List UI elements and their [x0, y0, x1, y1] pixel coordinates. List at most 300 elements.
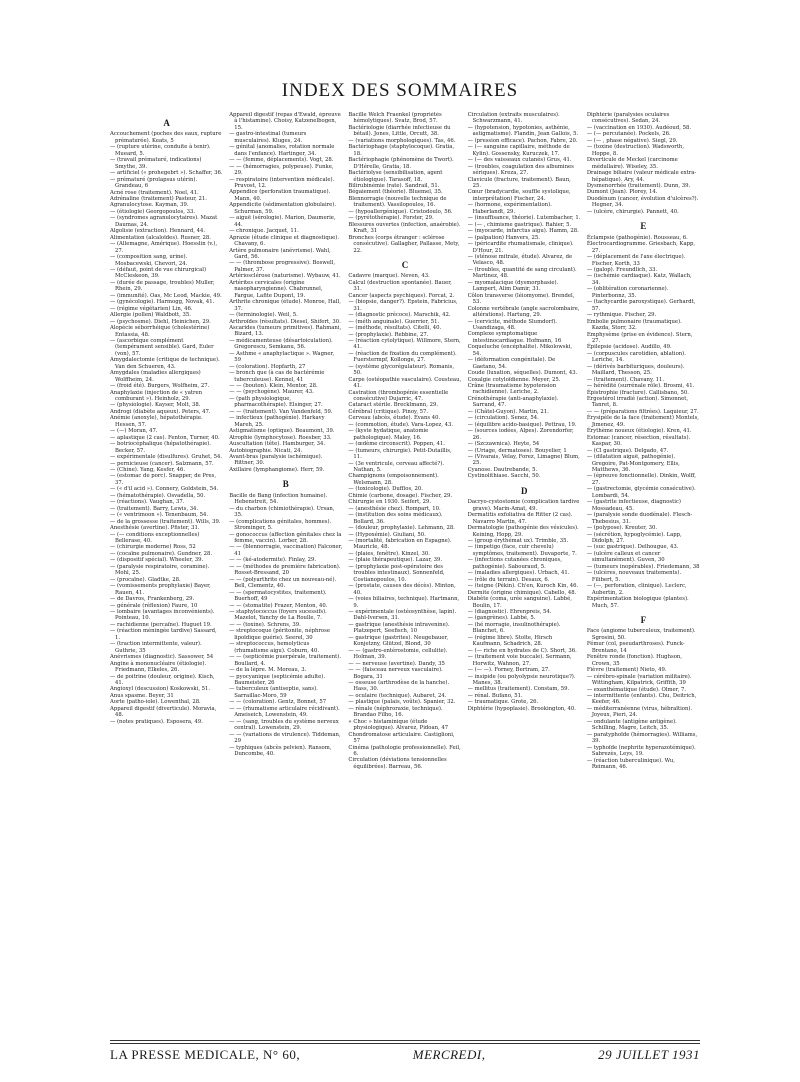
- index-entry: Coqueluche (encéphalite). Mikolowski, 54.: [467, 344, 573, 357]
- index-entry: Diabète (coma, urée sanguine). Labbé, Boulin, 17.: [467, 596, 572, 609]
- index-entry: Appareil digestif (diverticule). Moravia, 48.: [110, 705, 217, 719]
- index-entry: — aiguë (sérologie). Marion, Daumerie, 44.: [229, 215, 336, 228]
- index-entry: Bronches (corps étranger : sclérose consécutive). Gallagher, Pallasse, Mety, 22.: [348, 234, 460, 254]
- index-entry: Dumont (Jean). Plorey, 14.: [586, 189, 658, 196]
- index-entry: — (— , phase négative). Siegl, 29.: [586, 137, 678, 144]
- index-entry: Appendicite (sédimentation globulaire). Schurman, 59.: [229, 202, 337, 215]
- index-entry: — osseuse (arthrodèse de la hanche). Hass, 30.: [348, 679, 450, 693]
- index-entry: Carpe (ostéopathie vasculaire). Cousteau, 41.: [348, 376, 462, 390]
- index-entry: — cérébro-spinale (variation militaire). Wittingham, Kilpatrick, Griffith, 39: [586, 673, 692, 687]
- index-entry: Crâne (traumatisme hypotension rachidienne). Leriche, 2.: [467, 383, 557, 396]
- index-entry: Colonne vertébrale (angle sacrolombaire, altérations). Hartung, 29.: [467, 305, 580, 319]
- index-entry: — lombaire (avantages inconvénients). Pointeau, 10.: [110, 608, 215, 622]
- index-entry: — (cocaïne pulmonaire). Gundner, 28.: [110, 550, 213, 557]
- index-entry: Cyanose. Dautrebande, 5.: [467, 466, 538, 473]
- index-entry: Crénothérapie (anti-anaphylaxie). Sarrand, 47.: [467, 395, 559, 409]
- index-entry: Côlon transverse (léiomyome). Brendel, 53.: [467, 292, 575, 306]
- index-entry: Appareil digestif (repas d'Ewald, épreuve à l'histamine). Choisy, Katzenelbogen, 15.: [229, 112, 341, 131]
- index-entry: — typhoïde (nephrite hyperazotémique). Sabrezès, Leys, 19.: [586, 744, 696, 758]
- index-entry: — (épreuve fonctionnelle). Dinkin, Wolff, 27.: [586, 473, 696, 486]
- issue-date: 29 JUILLET 1931: [598, 1047, 700, 1062]
- index-entry: Fémur (col, pseudarthroses). Funck-Brentano, 14: [586, 641, 685, 654]
- index-entry: — (« d'il acid »). Connery, Goldstein, 54.: [110, 486, 219, 493]
- index-entry: — (étiologie) Georgopoulos, 33.: [110, 208, 196, 215]
- index-entry: — (sources iodées, Alpes). Zorendorfer, 26.: [467, 428, 574, 441]
- index-entry: Cancer (aspects psychiques). Forcat, 2.: [348, 292, 455, 299]
- index-entry: — (coloration). Hopfarth, 27: [229, 363, 306, 370]
- index-entry: Arthroïdes (résultats). Diesel, Shifert, 30.: [229, 318, 341, 325]
- index-entry: — (— conditions exceptionnelles) Bellerase, 40.: [110, 531, 200, 544]
- index-entry: — de la lèpre. M. Moreau, 3.: [229, 667, 307, 674]
- index-entry: Duodénum (cancer, évolution d'ulcères?). Hegner, 34.: [586, 195, 699, 209]
- index-entry: Cerveau (abcès, étude). Evans 40.: [348, 415, 441, 422]
- index-entry: Bacille de Bang (infection humaine). Hebenstreit, 54.: [229, 492, 328, 506]
- index-entry: — (paralysie respiratoire, coramine). Mohl, 25.: [110, 563, 210, 577]
- index-entry: Bégaiement (théorie). Bluemel, 35.: [348, 189, 443, 196]
- index-entry: — du charbon (chimiothérapie). Ursan, 35.: [229, 505, 335, 519]
- index-entry: — prématuré (prolapsus utérin). Grandeau, 6: [110, 176, 198, 190]
- index-entry: — (plaie thérapeutique). Lazar, 39.: [348, 557, 443, 564]
- index-entry: Anus spasme. Beyer, 31: [110, 692, 174, 699]
- index-entry: — (pyrétothérapie). Forster, 29.: [348, 215, 434, 222]
- index-entry: Alimentation (alcaloïdes). Rusner, 28.: [110, 234, 211, 241]
- index-entry: — de Davros, Frankenberg, 29.: [110, 596, 195, 603]
- index-entry: Anaphylaxie (injection de « yatren comburant »). Heinholz, 29.: [110, 389, 203, 403]
- index-entry: — pyocyanique (septicémie adulte). Baumeister, 26: [229, 673, 326, 686]
- index-entry: Épistrophie (fracture). Callisbano, 50.: [586, 389, 689, 396]
- index-column-3: [348, 112, 461, 1022]
- index-entry: — (hypoallergénique). Cristodoulo, 56.: [348, 208, 453, 215]
- index-entry: Dermite (origine chimique). Cabello, 48.: [467, 589, 577, 596]
- index-entry: — plastique (palais, voûte). Spanier, 32.: [348, 699, 456, 706]
- index-entry: Bilirubinémie (rate). Sandrail, 51.: [348, 182, 440, 189]
- issue-day: MERCREDI,: [412, 1047, 486, 1062]
- index-entry: — (réaction de fixation du complément). Fuerstermpf, Kollonge, 27.: [348, 350, 457, 364]
- index-entry: Clavicule (fracture, traitement). Baun, 25.: [467, 176, 571, 189]
- index-entry: Face (angiome tuberculeux, traitement). Sgrosini, 50.: [586, 628, 696, 641]
- index-entry: — (— , chimisme gastrique). Rahier, 5.: [467, 221, 572, 228]
- index-entry: Chimie (carbone, dosage). Fischer, 29.: [348, 492, 453, 499]
- index-entry: — (kyste hydatique, anatomie pathologique). Maley, 16.: [348, 428, 429, 441]
- index-entry: Bactériophage (staphylocoque). Gratia, 18.: [348, 144, 455, 157]
- index-entry: — (douleur, prophylaxie). Lehmann, 28.: [348, 525, 455, 532]
- index-entry: — (traitement). Barry, Lewis, 34.: [110, 505, 199, 512]
- index-entry: — (— —). Forney, Bertram, 27.: [467, 667, 550, 674]
- index-entry: — chronique. Jacquet, 11.: [229, 228, 299, 235]
- index-entry: — (prophylaxie). Rebbine, 27.: [348, 331, 429, 338]
- index-entry: — (toxicologie). Dufflos, 20.: [348, 486, 423, 493]
- index-entry: — (tumeurs inopérables). Friedemann, 38: [586, 563, 700, 570]
- index-entry: — (réactions). Vaughan, 37.: [110, 499, 185, 506]
- index-entry: — — (variations de virulence). Tiddeman, 29: [229, 731, 341, 745]
- index-entry: Cinéma (pathologie professionnelle). Feil, 6.: [348, 744, 461, 757]
- index-entry: Cystinolithiase. Sacchi, 50.: [467, 473, 541, 480]
- index-entry: Complexe symptomatique intestinocardiaque. Hofmann, 16: [467, 331, 562, 344]
- index-entry: — — (stomatite) Frazer, Menton, 40.: [229, 602, 328, 609]
- index-entry: Auscultation (tête). Hamburger, 34.: [229, 441, 326, 448]
- index-entry: — pernicieuse (cancer). Salzmann, 57.: [110, 460, 214, 467]
- index-entry: — (œdème circonscrit). Poppen, 41.: [348, 441, 445, 448]
- index-entry: — (immunité). Oas, Mc Leod, Mackie, 49.: [110, 292, 222, 299]
- index-entry: — (diagnostic). Ehrenpreis, 54.: [467, 608, 552, 615]
- index-entry: — (méth anguinale). Guerrier, 51.: [348, 318, 440, 325]
- index-entry: Apraxie (étude clinique et diagnostique). Chavany, 6.: [229, 234, 340, 248]
- index-entry: Atrophie (lymphocytose). Roesber, 33.: [229, 434, 332, 441]
- index-entry: — (Uriage, dermatoses). Bouyelier, 1: [467, 447, 567, 454]
- index-entry: — — (traitement). Van Vandenfeld, 59.: [229, 408, 333, 415]
- index-entry: — (ulcère, chirurgie). Pannett, 40.: [586, 208, 679, 215]
- index-entry: — (Chine). Yang, Kesfer, 46.: [110, 467, 186, 474]
- index-entry: — (terminologie). Weil, 5.: [229, 312, 298, 319]
- index-entry: — (ulcères, nouveaux traitements). Filibert, 5.: [586, 570, 682, 583]
- index-entry: — paratyphoïde (hémorragies). Williams, 39.: [586, 731, 698, 745]
- index-entry: — (péricardite rhumatismale, clinique). D'Hour, 21.: [467, 241, 574, 254]
- index-entry: — (traitement voie buccale). Sermann, Horwitz, Wahnon, 27.: [467, 654, 572, 667]
- index-entry: — (Châtel-Guyon). Martin, 21.: [467, 408, 549, 415]
- index-entry: — staphylococcus (foyers sucessifs). Mazelot, Yanchy de La Roulle, 7.: [229, 608, 327, 622]
- index-entry: — (ulcère calleux et cancer simultanément). Guven, 30: [586, 550, 665, 564]
- index-entry: — Asthme « anaphylactique ». Wagner, 59: [229, 350, 335, 364]
- index-entry: Embolie pulmonaire (traumatique). Kazda, Storr, 32.: [586, 318, 682, 332]
- index-entry: — bronch que (à cas de bactérémie tuberculeuse). Kennel, 41: [229, 370, 325, 383]
- index-entry: — — (sang, troubles du système nerveux central). Lowenstein, 29.: [229, 718, 339, 732]
- index-entry: — (dilatation aiguë, pathogénie). Gregoire, Pat-Montgomery, Ellis, Matthews, 36.: [586, 454, 680, 474]
- page-title: INDEX DES SOMMAIRES: [281, 80, 519, 101]
- index-entry: — (hormone, expérimentation). Haberlandt, 29.: [467, 202, 552, 215]
- index-column-4: [468, 112, 581, 1022]
- index-entry: — (déplacement de l'axe électrique). Fischer, Korth, 33: [586, 254, 686, 267]
- index-entry: Artérites cervicales (origine nasopharyngienne). Chabrunnel, Fargue, Lafite Dupont, 19.: [229, 279, 323, 299]
- index-entry: — (Hypoxémie). Giuliani, 50.: [348, 531, 426, 538]
- index-entry: Agranulocytose. Kayman, 39.: [110, 202, 189, 209]
- index-entry: Axillaire (lymphangiome). Herr, 59.: [229, 466, 325, 473]
- index-entry: — (traction intermittente, valeur). Guthrie, 35: [110, 641, 202, 654]
- index-entry: — artificiel (« prohegebrt »). Schaffer, 36.: [110, 170, 223, 177]
- index-entry: — oculaire (technique). Aubaret, 24.: [348, 692, 447, 699]
- index-entry: — (régime libre). Stolte, Hirsch Kaufmann, Schadrich, 28.: [467, 634, 553, 648]
- index-entry: Dacryo-cystostomie (complication tardive grave). Marin-Amat, 49.: [467, 499, 580, 512]
- index-entry: — — (femme, déplacements). Vogt, 28.: [229, 157, 334, 164]
- index-entry: — (physiologie). Kayser, Molt, 38.: [110, 402, 201, 409]
- index-entry: — (sécrétion, hypoglycémie). Lapp, Didolph, 27.: [586, 531, 682, 544]
- section-letter: A: [163, 118, 170, 128]
- index-entry: — (ascorbique complément (tempérament sensible). Gard, Euler (von), 57.: [110, 337, 214, 357]
- index-entry: — (réaction méningée tardive) Sassard, 1.: [110, 628, 217, 641]
- index-entry: — (ischémie cardiaque). Katz, Wallach, 34.: [586, 273, 692, 286]
- index-entry: — — (préparations filtrées). Laquieur, 27.: [586, 408, 699, 415]
- index-entry: Érysipèle de la face (traitement) Montels, Jimenez, 49.: [586, 415, 699, 428]
- index-entry: Blessures ouvertes (infection, anaérobie). Kraft, 31: [348, 221, 461, 235]
- index-entry: — — (faisceau nerveux vasculaire). Bogara, 31: [348, 667, 443, 680]
- index-entry: Fièvre (traitement) Nieto, 49.: [586, 667, 667, 674]
- index-entry: — (« ventrimoon »). Tenenbaum, 54.: [110, 512, 209, 519]
- index-entry: — (corpuscules carotidien, ablation). Leriche, 14.: [586, 350, 686, 364]
- index-entry: — (gynécologie). Harmogg, Novak, 41.: [110, 299, 215, 306]
- index-entry: Coude (luxation, séquelles). Dumont, 43.: [467, 370, 578, 377]
- index-entry: — — (toxine). Schrens, 39.: [229, 621, 301, 628]
- index-entry: — — (gastro-entérostomie, cellulite). Holman, 39.: [348, 647, 448, 661]
- index-entry: — (vomissements prophylaxie) Bayer, Rauen, 41.: [110, 583, 211, 596]
- index-entry: — gastrique (anesthésie intravenine). Platzepert, Seefisch, 10: [348, 621, 450, 635]
- index-entry: — — (spermatocystites, traitement). Buerhoff, 49: [229, 589, 327, 603]
- index-entry: Angine à mononucléaire (étiologie). Friedmann, Elkeles, 26.: [110, 660, 207, 674]
- index-entry: Bactériophagie (phénomène de Twort). D'Hérelle, Gratia, 18.: [348, 157, 454, 170]
- index-entry: — (maladies allergiques). Urbach, 41.: [467, 570, 570, 577]
- journal-name: LA PRESSE MEDICALE, N° 60,: [110, 1047, 301, 1062]
- index-columns: [110, 112, 700, 1022]
- index-entry: — (hé morragie, insulinothérapie). Blanchet, 6.: [467, 621, 561, 635]
- index-entry: Cataract stérile. Brecklmann, 29.: [348, 402, 439, 409]
- index-entry: — (—, perforation, clinique). Leclerc, Aubertin, 2.: [586, 583, 687, 596]
- index-entry: — (circulation). Senez, 54.: [467, 415, 539, 422]
- index-entry: Circulation (déviations tensionnelles équilibrées). Barreau, 56.: [348, 757, 447, 770]
- index-entry: — — (méthodes de première fabrication). Rosset-Bressand, 20: [229, 563, 341, 577]
- index-entry: — (réaction tuberculinique). Wu, Reimann, 46.: [586, 757, 675, 770]
- index-entry: — expérimentale (ostéosynthèse, lapin). Dahl-Iversen, 31.: [348, 608, 457, 622]
- index-entry: Coxalgie cotyloïdienne. Meyer, 25.: [467, 376, 561, 383]
- footer-rule: [110, 1040, 700, 1041]
- section-letter: D: [520, 485, 528, 496]
- index-entry: — respiratoire (intervention médicale). Pruvost, 12.: [229, 176, 335, 189]
- index-column-1: [110, 112, 223, 1022]
- index-entry: — (Allemagne, Amérique). Hoesslin (v.), 27.: [110, 241, 218, 254]
- index-entry: Angioxyl (descussion) Koskowski, 51.: [110, 686, 211, 693]
- index-entry: — (institution des soins médicaux). Bollard, 36.: [348, 512, 443, 525]
- index-entry: Dermatitis exfoliativa de Ritter (2 cas). Navarro Martin, 47.: [467, 512, 573, 525]
- index-entry: — (oblitération coronarienne). Pinterbonnz, 35.: [586, 286, 669, 299]
- index-entry: — (prostate, causes des décès). Minton, 40.: [348, 583, 456, 596]
- index-entry: Algolisie (extraction). Hennard, 44.: [110, 228, 205, 235]
- index-entry: Amygdalectomie (critique de technique). Van den Schueren, 43.: [110, 357, 220, 370]
- index-entry: — (psychosme). Diehl, Heinichen, 29.: [110, 318, 211, 325]
- index-entry: — (hématothérapie). Osvadella, 50.: [110, 492, 206, 499]
- index-entry: Aorte (patho-iole). Lowenthal, 28.: [110, 699, 201, 706]
- index-entry: — (hypotension, hypotonies, asthénie, astigmatisme). Flandin, Jean Gallois, 5.: [467, 124, 579, 138]
- index-entry: Expérimentation biologique (plantes). Much, 57.: [586, 596, 689, 609]
- index-entry: Cadavre (marque). Neven, 43.: [348, 273, 430, 280]
- index-entry: Castration (thrombopénie essentielle consécutive) Dujarric, 47.: [348, 389, 449, 403]
- index-entry: — — (rhumatisme articulaire récidivant). Ameiseich, Lowenstein, 49.: [229, 705, 340, 719]
- index-entry: — (méthode, résultats). Citelli, 40.: [348, 325, 442, 332]
- index-entry: — (tachycardie paroxystique). Gerhardt, 57.: [586, 299, 696, 312]
- index-entry: — — (hémorragies, polypeuse). Funke, 29.: [229, 163, 334, 177]
- index-entry: — (Szczawnica). Heyte, 54: [467, 441, 540, 448]
- index-entry: — infectieux (pathogénie). Harkavy Mareh, 25.: [229, 415, 325, 428]
- index-entry: Dermatologie (pathogénie des vésicules). Keining, Hopp, 29.: [467, 525, 579, 538]
- index-entry: Anesthésie (avertine). Pfister, 31.: [110, 525, 200, 532]
- index-entry: — (paralysie sonde duodénale). Flesch-Thebesius, 31.: [586, 512, 693, 525]
- index-entry: — (équilibre acido-basique). Pettrau, 19.: [467, 421, 577, 428]
- page-footer: [110, 1043, 700, 1063]
- index-entry: Artériosclérose (naturisme). Wybauw, 41.: [229, 273, 341, 280]
- index-entry: — insipide (ou polyolypsie neurotique?). Manes, 38.: [467, 673, 576, 686]
- index-entry: Cérébral (critique). Pinoy, 57.: [348, 408, 429, 415]
- index-entry: — — (septicémie puerpérale, traitement). Boullard, 4.: [229, 654, 342, 667]
- index-entry: Alopécie séborrhéique (cholestérine) Entassia, 48.: [110, 325, 210, 338]
- section-letter: B: [282, 479, 289, 490]
- index-entry: — typhiques (abcès pelvien). Ransom, Duncombe, 40.: [229, 744, 332, 757]
- index-entry: Arthrite chronique (étude). Monroe, Hall, 37.: [229, 299, 341, 312]
- section-letter: C: [401, 259, 409, 270]
- index-entry: — streptocoque (péritonite, néphrose lipoïdique guérie). Seerel, 30: [229, 628, 330, 641]
- index-entry: — (commotion, étude). Vara-Lopez, 43.: [348, 421, 454, 428]
- index-entry: — rythmique. Fischer, 29.: [586, 312, 657, 319]
- index-entry: — traumatique. Grote, 26.: [467, 699, 539, 706]
- index-entry: — médicamenteuse (désartoiculation). Gregorescu, Semkanu, 56.: [229, 337, 333, 351]
- index-entry: — — (thrombose progressive). Boswell, Palmer, 37.: [229, 260, 336, 273]
- index-entry: — — (polyarthrite chez un nouveau-né). Bell, Clementz, 40.: [229, 576, 337, 590]
- index-entry: — (troubles, quantité de sang circulant). Martinez, 48.: [467, 266, 577, 280]
- index-entry: Androgi (diabète aqueux). Peters, 47.: [110, 408, 211, 415]
- index-entry: — mellitus (traitement). Constam, 59.: [467, 686, 570, 693]
- index-entry: Artère pulmonaire (anévrisme). Wahl, Gard, 56.: [229, 247, 331, 260]
- index-entry: — (group érythémat ux). Trimble, 35.: [467, 538, 569, 544]
- index-entry: Drainage biliaire (valeur médicale extra-hépatique). Ary, 44.: [586, 170, 697, 183]
- index-entry: Diphtérie (paralysies oculaires consécutives). Sedan, 24.: [586, 112, 670, 125]
- index-entry: Dysmenorrhée (traitement). Dunn, 39.: [586, 182, 691, 189]
- index-entry: — générale (réflexion) Faure, 10: [110, 602, 198, 609]
- index-entry: Fenêtre ronde (fonction). Hughson, Crown, 35: [586, 654, 682, 667]
- index-entry: — gastro-intestinal (tumeurs musculaires). Kluges, 24.: [229, 131, 307, 144]
- index-entry: — (estomac de porc). Snapper, de Pres, 37.: [110, 473, 217, 486]
- index-entry: — myomalacique (dysmorphasie). Lampert, Alim Damir, 31.: [467, 279, 559, 293]
- index-entry: — (Vivarais, Velay, Forez, Limagne) Blum, 25.: [467, 454, 580, 467]
- index-entry: Autobiographie. Nicati, 24.: [229, 447, 303, 454]
- index-entry: — (anesthésie chez). Rompart, 10.: [348, 505, 441, 512]
- index-entry: Anémie (anoxyle), hépatothérapie. Hessen, 57.: [110, 415, 203, 428]
- index-entry: Calcul (destruction spontanée). Bauer, 31.: [348, 279, 452, 293]
- index-entry: — tuberculeux (antiseptie, sans). Sarraillac-Moro, 59: [229, 686, 318, 699]
- index-entry: Accouchement (poches des eaux, rupture prématurée). Keats, 5: [110, 131, 222, 144]
- index-entry: — (traitement). Chavany, 11.: [586, 376, 665, 383]
- index-entry: — rachidienne (percaïne). Huguet 19.: [110, 621, 212, 628]
- index-column-5: [587, 112, 700, 1022]
- index-entry: Chirurgie en 1930. Seifert, 29.: [348, 499, 432, 506]
- index-entry: — (procaïne). Gladtke, 28.: [110, 576, 181, 583]
- index-entry: — (— des vaisseaux cutanés) Grus, 41.: [467, 157, 572, 164]
- index-entry: — (composition sang, urine). Mosbacewski, Chevori, 24.: [110, 254, 188, 267]
- index-entry: — — (psychogène). Maurer, 43.: [229, 389, 314, 396]
- index-entry: — (rupture utérine, conduite à tenir). Mueard, 5.: [110, 144, 211, 157]
- index-entry: — (diagnostic précoce). Marschik, 42.: [348, 312, 451, 319]
- index-entry: — (gastrectomie, glycémie consécutive). Lombardi, 54.: [586, 486, 696, 499]
- index-entry: — (gangrènes). Labbé, 5.: [467, 615, 536, 622]
- index-entry: — gastrique (gastrites). Neugebauer, Konjetzny, Glützel, Blond, 30: [348, 634, 449, 648]
- index-entry: Avant-bras (paralysie ischémique). Rittner, 30.: [229, 454, 323, 467]
- index-entry: Chondromatose articulaire. Castiglioni, 57: [348, 731, 455, 745]
- index-entry: — streptococcus, hemolyticus (rhumatisme aigu). Coburn, 40.: [229, 641, 320, 654]
- index-entry: — (plaies, fenêtre). Kinzel, 30.: [348, 550, 430, 557]
- index-entry: Bactériolyse (sensibilisation, agent étiologique). Tarasoff, 18.: [348, 170, 443, 183]
- index-entry: — de poitrine (douleur, origine). Kisch, 41.: [110, 673, 215, 686]
- index-entry: Ergostérol irradié (action). Simonnet, Tanret, 8.: [586, 396, 689, 409]
- index-entry: — (rôle du terrain). Desaux, 6.: [467, 576, 550, 583]
- index-entry: — ondulante (antigène antigène). Schilling, Magre, Leitch, 35.: [586, 718, 677, 732]
- index-entry: — — nerveuse (avertine). Dandy, 35: [348, 660, 445, 667]
- index-entry: — (gastrite infectieuse, diagnostic) Mossadeau, 45.: [586, 499, 681, 512]
- index-entry: Épilepsie (acidose). Audillo, 49.: [586, 344, 672, 351]
- index-entry: — (chirurgie moderne) Ross, 52: [110, 544, 196, 551]
- index-entry: — (variations morphologiques). Tas, 46.: [348, 137, 456, 144]
- index-entry: Adrénaline (traitement) Pasteur, 21.: [110, 195, 207, 202]
- index-entry: — (pression efficace). Pachon, Fabre, 20.: [467, 137, 578, 144]
- index-entry: — (prophylaxie post-opératoire des troubles intestinaux). Sonnenfeld, Costianopoulos, 10.: [348, 563, 445, 583]
- index-entry: — méditerranéenne (virus, hébraïtion). Joyeux, Pieri, 24.: [586, 705, 693, 719]
- index-entry: Emphysème (prise en évidence). Stern, 27.: [586, 331, 693, 344]
- index-entry: — — (blennorragie, vaccination) Falconer, 41: [229, 544, 343, 557]
- index-entry: — (toxine (destruction). Wadsworth, Hoppe, 8.: [586, 144, 685, 157]
- index-entry: — (galop). Freundlich, 33.: [586, 266, 658, 273]
- index-entry: Érythème noueux (étiologie). Kren, 41.: [586, 428, 692, 435]
- index-entry: — (vaccination en 1930). Audéoud, 58.: [586, 124, 692, 131]
- index-entry: — (— percutanée). Pockels, 26.: [586, 131, 671, 138]
- index-entry: — (polypose). Kreuter, 30.: [586, 525, 658, 532]
- index-entry: — expérimentale (disulfures). Gruhet, 54.: [110, 454, 223, 461]
- index-entry: Allergie (pollen) Waldbott, 35.: [110, 312, 191, 319]
- index-entry: — gonococcus (affection génitales chez la femme, vaccin). Lorber, 28.: [229, 531, 342, 544]
- index-entry: — — (ké-atodermite). Finlay, 29.: [229, 557, 317, 564]
- index-entry: — (path physiologique, pharmacothérapie). Elsinger, 27.: [229, 395, 323, 409]
- index-entry: — (impetigo (face, cuir chevelu) symptômes, traitement). Duvaporte, 7.: [467, 544, 577, 557]
- index-entry: — rénal. Bufano, 51.: [467, 692, 523, 699]
- index-entry: — (système glycorégulateur). Romanis, 50.: [348, 363, 455, 377]
- index-entry: — (durée de passage, troubles) Muller, Rhein, 29.: [110, 279, 215, 293]
- index-entry: — (—) Moran, 47.: [110, 428, 158, 435]
- index-entry: — intermittente (enfants). Chu, Deitrich, Keefer, 46.: [586, 692, 697, 706]
- index-entry: — (Cl gastrique). Delgado, 47.: [586, 447, 669, 454]
- index-entry: Estomac (cancer, résection, résultats). Kaspar, 30.: [586, 434, 691, 448]
- index-entry: — — (bouton). Klein, Mentor, 28.: [229, 383, 318, 390]
- index-entry: Amygdales (maladies allergiques) Wolffheim, 24.: [110, 370, 201, 383]
- index-entry: — (infections cutanées chroniques, pathogénie). Sabouraud, 5.: [467, 557, 562, 570]
- index-entry: Cœur (bradycardie, souffle systolique, interprétation) Fischer, 24.: [467, 189, 571, 202]
- index-entry: — (teigne (Pékin). Ch'en, Kuroch Kin, 46.: [467, 583, 579, 590]
- index-entry: — rénale (néphroraxie, technique). Brandao Filho, 16.: [348, 705, 443, 719]
- index-entry: — (défaut, point de vue chirurgical) McCleskeon, 39.: [110, 266, 207, 280]
- index-entry: Diverticule de Meckel (carcinome médullaire). Wiseley, 35.: [586, 157, 678, 170]
- index-entry: — (insuffisance, théorie). Lutembacher, 1.: [467, 215, 581, 222]
- section-letter: F: [640, 614, 647, 625]
- index-entry: Diphtérie (hypoplasie). Brookington, 40.: [467, 705, 576, 712]
- index-entry: — (dérivés barbituriques, douleurs). Maillard, Thesson, 25.: [586, 363, 685, 377]
- index-entry: — (troubles, coagulation des albumines sériques). Kreza, 27.: [467, 163, 574, 177]
- index-entry: Circulation (extraits musculaires). Schwarzmann, 41.: [467, 112, 560, 125]
- index-entry: — hérédité (surrénale rôle). Brosmi, 41.: [586, 383, 695, 390]
- index-entry: Électrocardiogramme. Griesbach, Kapp, 27.: [586, 241, 696, 254]
- section-letter: E: [640, 221, 647, 232]
- index-entry: — (mortalité, fabrication en Espagne). Mauricle, 48.: [348, 538, 452, 551]
- index-entry: Appendice (perforation traumatique). Mann, 40.: [229, 189, 331, 202]
- index-entry: — (3e ventricule, cerveau affecté?). Nathan, 5.: [348, 460, 444, 474]
- index-entry: — (voies biliaires, technique). Hartmann, 9.: [348, 596, 460, 609]
- index-entry: Acné rose (traitement). Noel, 41.: [110, 189, 199, 196]
- index-entry: — (suc gastrique). Delhougue, 43.: [586, 544, 679, 551]
- index-entry: Champignons (empoisonnement). Welsmann, 28.: [348, 473, 439, 486]
- index-entry: — (réaction cytolytique). Willmore, Stern, 41.: [348, 337, 461, 351]
- index-entry: Bactériologie (diarrhée infectieuse du bétail). Jones, Little, Orcutt, 38.: [348, 124, 451, 138]
- index-entry: — (complications génitales, hommes). Strominger, 5.: [229, 518, 332, 532]
- index-entry: — (— sanguine capillaire, méthode de Kylin). Gossensky, Kuruczek, 17.: [467, 144, 570, 157]
- index-entry: Éclampsie (pathogénie). Rousseau, 6.: [586, 234, 688, 241]
- index-entry: — (syndromes agranulocytaires). Mazat Daumas, 24.: [110, 215, 218, 228]
- index-entry: Ascarides (tumeurs primitives). Rahmani, Bizard, 13.: [229, 324, 342, 338]
- index-entry: — (notes pratiques). Esposera, 49.: [110, 718, 203, 725]
- index-entry: Anévrismes (diagnostic). Sassower, 54: [110, 654, 214, 661]
- index-entry: — (myocarde, infarctus aigu). Hamm, 28.: [467, 228, 579, 235]
- index-entry: — aplastique (2 cas). Fenton, Turner, 40.: [110, 434, 220, 441]
- index-entry: — exanthématique (étude). Olmer, 7.: [586, 686, 687, 693]
- index-entry: — (cervicite, méthode Slumdorf). Usandizaga, 48.: [467, 318, 557, 331]
